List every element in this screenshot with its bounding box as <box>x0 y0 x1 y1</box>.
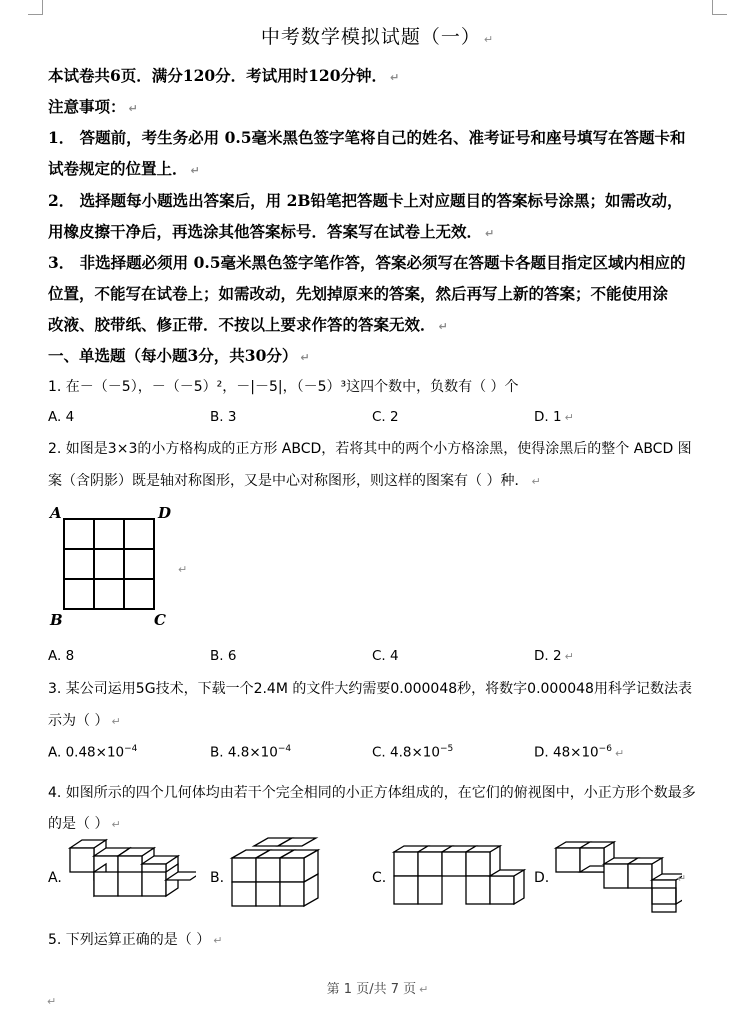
paragraph-mark: ↵ <box>677 872 687 885</box>
vertex-label-a: A <box>50 504 62 522</box>
option-b: B. 6 <box>210 648 237 664</box>
question-1-stem: 1. 在－（－5），－（－5）²，－|－5|，（－5）³这四个数中，负数有（ ）个 <box>48 379 519 395</box>
notice-2-line-2: 用橡皮擦干净后，再选涂其他答案标号．答案写在试卷上无效． ↵ <box>48 222 495 241</box>
notice-heading: 注意事项： ↵ <box>48 97 138 116</box>
page-footer: 第 1 页/共 7 页 ↵ <box>326 982 429 997</box>
notice-1-line-2: 试卷规定的位置上． ↵ <box>48 159 200 178</box>
option-c: C. <box>372 870 387 886</box>
exam-intro: 本试卷共6页．满分120分．考试用时120分钟． ↵ <box>48 66 400 85</box>
notice-3-line-1: 3． 非选择题必须用 0.5毫米黑色签字笔作答，答案必须写在答题卡各题目指定区域内相应的 <box>48 253 686 272</box>
question-3-stem-line-2: 示为（ ） ↵ <box>48 713 121 729</box>
section-heading: 一、单选题（每小题3分，共30分） ↵ <box>48 346 310 365</box>
option-d: D. 2 ↵ <box>534 648 574 664</box>
grid-lines <box>64 519 154 609</box>
question-4-stem-line-2: 的是（ ） ↵ <box>48 816 121 832</box>
option-d: D. $48\times 10^{-6}$ ↵ <box>534 744 625 761</box>
question-4-stem-line-1: 4. 如图所示的四个几何体均由若干个完全相同的小正方体组成的，在它们的俯视图中，小正方形个数最多 <box>48 785 696 801</box>
cube-solid-b <box>228 836 338 916</box>
option-b: B. $4.8\times 10^{-4}$ <box>210 744 292 761</box>
cube-solid-a <box>66 836 196 916</box>
vertex-label-d: D <box>158 504 172 522</box>
page-corner-mark <box>28 0 43 15</box>
paragraph-mark: ↵ <box>47 995 57 1008</box>
vertex-label-c: C <box>154 611 166 629</box>
notice-1-line-1: 1． 答题前，考生务必用 0.5毫米黑色签字笔将自己的姓名、准考证号和座号填写在答题卡和 <box>48 128 686 147</box>
option-b: B. 3 <box>210 409 237 425</box>
notice-3-line-3: 改液、胶带纸、修正带．不按以上要求作答的答案无效． ↵ <box>48 315 448 334</box>
option-c: C. $4.8\times 10^{-5}$ <box>372 744 454 761</box>
option-a: A. 4 <box>48 409 75 425</box>
vertex-label-b: B <box>50 611 63 629</box>
page-corner-mark <box>712 0 727 15</box>
question-2-stem-line-2: 案（含阴影）既是轴对称图形，又是中心对称图形，则这样的图案有（ ）种． ↵ <box>48 473 541 489</box>
question-2-stem-line-1: 2. 如图是3×3的小方格构成的正方形 ABCD，若将其中的两个小方格涂黑，使得涂黑后的整个 ABCD 图 <box>48 441 692 457</box>
option-b: B. <box>210 870 225 886</box>
option-c: C. 4 <box>372 648 399 664</box>
question-4-figures <box>48 836 708 920</box>
question-3-stem-line-1: 3. 某公司运用5G技术，下载一个2.4M 的文件大约需要0.000048秒，将数字0.000048用科学记数法表 <box>48 681 692 697</box>
option-d: D. 1 ↵ <box>534 409 574 425</box>
cube-solid-d <box>552 836 682 920</box>
option-a: A. 8 <box>48 648 75 664</box>
option-d: D. <box>534 870 550 886</box>
cube-solid-c <box>390 836 530 916</box>
option-a: A. $0.48\times 10^{-4}$ <box>48 744 138 761</box>
option-a: A. <box>48 870 62 886</box>
question-5-stem: 5. 下列运算正确的是（ ） ↵ <box>48 932 223 948</box>
paragraph-mark: ↵ <box>178 563 188 576</box>
notice-3-line-2: 位置，不能写在试卷上；如需改动，先划掉原来的答案，然后再写上新的答案；不能使用涂 <box>48 284 669 303</box>
exam-title: 中考数学模拟试题（一） ↵ <box>260 26 495 48</box>
notice-2-line-1: 2． 选择题每小题选出答案后，用 2B铅笔把答题卡上对应题目的答案标号涂黑；如需改动， <box>48 191 683 210</box>
option-c: C. 2 <box>372 409 399 425</box>
